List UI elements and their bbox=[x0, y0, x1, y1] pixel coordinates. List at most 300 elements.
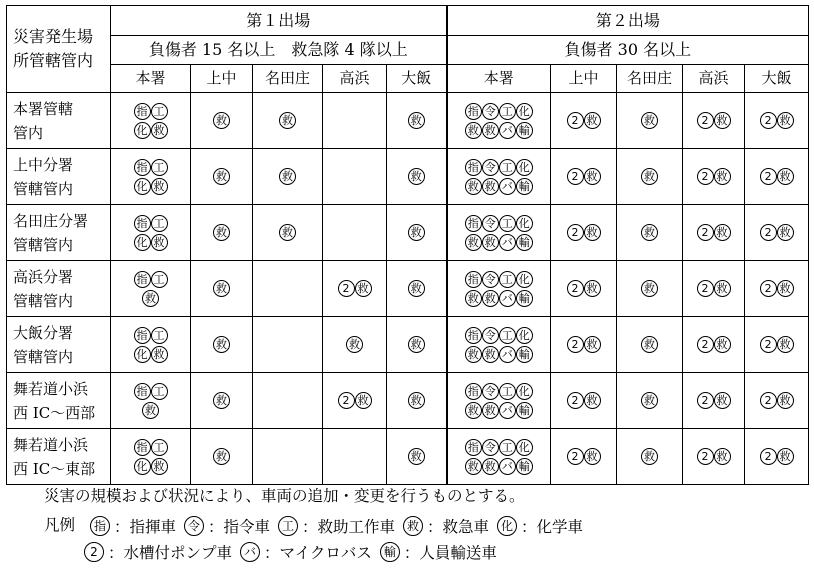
unit-cell bbox=[551, 149, 617, 205]
vehicle-symbol-救: 救 bbox=[714, 280, 731, 297]
unit-row bbox=[760, 167, 794, 186]
unit-row bbox=[760, 223, 794, 242]
unit-row bbox=[760, 391, 794, 410]
vehicle-symbol-工: 工 bbox=[151, 327, 168, 344]
unit-row bbox=[134, 382, 168, 401]
vehicle-symbol-救: 救 bbox=[714, 448, 731, 465]
unit-row bbox=[567, 279, 601, 298]
unit-group bbox=[760, 391, 794, 410]
table-row bbox=[7, 93, 809, 149]
vehicle-symbol-指: 指 bbox=[465, 439, 482, 456]
vehicle-symbol-救: 救 bbox=[213, 448, 230, 465]
unit-row bbox=[641, 111, 658, 130]
legend-text: ：救助工作車 bbox=[301, 518, 395, 536]
station-second-3: 高浜 bbox=[683, 65, 745, 93]
unit-row bbox=[697, 391, 731, 410]
area-cell bbox=[7, 261, 111, 317]
vehicle-symbol-救: 救 bbox=[641, 224, 658, 241]
vehicle-symbol-救: 救 bbox=[465, 122, 482, 139]
table-row bbox=[7, 317, 809, 373]
vehicle-symbol-指: 指 bbox=[134, 439, 151, 456]
vehicle-symbol-救: 救 bbox=[151, 178, 168, 195]
vehicle-symbol-②: 2 bbox=[567, 448, 584, 465]
unit-row bbox=[465, 177, 533, 196]
vehicle-symbol-救: 救 bbox=[584, 280, 601, 297]
unit-cell bbox=[551, 205, 617, 261]
station-first-3: 高浜 bbox=[323, 65, 387, 93]
unit-row bbox=[134, 233, 168, 252]
unit-group bbox=[213, 279, 230, 298]
unit-cell bbox=[745, 317, 809, 373]
unit-group bbox=[279, 111, 296, 130]
unit-cell bbox=[745, 93, 809, 149]
vehicle-symbol-工: 工 bbox=[151, 439, 168, 456]
unit-row bbox=[279, 167, 296, 186]
vehicle-symbol-指: 指 bbox=[465, 215, 482, 232]
vehicle-symbol-救: 救 bbox=[213, 280, 230, 297]
unit-cell bbox=[683, 205, 745, 261]
unit-row bbox=[465, 214, 533, 233]
vehicle-symbol-救: 救 bbox=[714, 112, 731, 129]
vehicle-symbol-化: 化 bbox=[516, 439, 533, 456]
legend-item bbox=[278, 515, 395, 537]
vehicle-symbol-救: 救 bbox=[403, 516, 423, 536]
unit-cell bbox=[253, 149, 323, 205]
station-second-2: 名田庄 bbox=[617, 65, 683, 93]
vehicle-symbol-輸: 輸 bbox=[516, 458, 533, 475]
unit-group bbox=[641, 223, 658, 242]
unit-cell bbox=[191, 261, 253, 317]
vehicle-symbol-救: 救 bbox=[213, 336, 230, 353]
vehicle-symbol-救: 救 bbox=[777, 392, 794, 409]
vehicle-symbol-②: 2 bbox=[760, 448, 777, 465]
unit-group bbox=[134, 382, 168, 420]
vehicle-symbol-②: 2 bbox=[697, 224, 714, 241]
unit-group bbox=[760, 111, 794, 130]
vehicle-symbol-②: 2 bbox=[697, 280, 714, 297]
unit-cell bbox=[551, 373, 617, 429]
vehicle-symbol-輸: 輸 bbox=[516, 234, 533, 251]
vehicle-symbol-②: 2 bbox=[338, 280, 355, 297]
vehicle-symbol-救: 救 bbox=[465, 458, 482, 475]
vehicle-symbol-輸: 輸 bbox=[380, 542, 400, 562]
unit-cell bbox=[387, 429, 447, 485]
vehicle-symbol-②: 2 bbox=[567, 112, 584, 129]
unit-cell bbox=[253, 429, 323, 485]
legend-text: ：マイクロバス bbox=[264, 544, 372, 562]
unit-row bbox=[697, 447, 731, 466]
unit-cell bbox=[551, 429, 617, 485]
vehicle-symbol-救: 救 bbox=[482, 290, 499, 307]
vehicle-symbol-救: 救 bbox=[777, 112, 794, 129]
vehicle-symbol-救: 救 bbox=[641, 112, 658, 129]
unit-cell bbox=[745, 373, 809, 429]
vehicle-symbol-②: 2 bbox=[697, 168, 714, 185]
unit-cell bbox=[323, 205, 387, 261]
vehicle-symbol-救: 救 bbox=[151, 458, 168, 475]
unit-group bbox=[641, 335, 658, 354]
unit-row bbox=[465, 345, 533, 364]
vehicle-symbol-工: 工 bbox=[278, 516, 298, 536]
vehicle-symbol-令: 令 bbox=[482, 439, 499, 456]
unit-row bbox=[408, 279, 425, 298]
vehicle-symbol-救: 救 bbox=[641, 448, 658, 465]
unit-group bbox=[465, 326, 533, 364]
unit-group bbox=[697, 335, 731, 354]
vehicle-symbol-②: 2 bbox=[567, 336, 584, 353]
area-label: 上中分署 bbox=[13, 155, 74, 174]
unit-cell bbox=[683, 429, 745, 485]
vehicle-symbol-救: 救 bbox=[714, 224, 731, 241]
unit-group bbox=[465, 214, 533, 252]
vehicle-symbol-救: 救 bbox=[584, 336, 601, 353]
vehicle-symbol-指: 指 bbox=[465, 271, 482, 288]
station-first-2: 名田庄 bbox=[253, 65, 323, 93]
unit-group bbox=[567, 447, 601, 466]
vehicle-symbol-救: 救 bbox=[151, 346, 168, 363]
unit-row bbox=[134, 102, 168, 121]
unit-cell bbox=[323, 373, 387, 429]
unit-row bbox=[697, 223, 731, 242]
unit-cell bbox=[191, 373, 253, 429]
unit-cell bbox=[617, 373, 683, 429]
unit-group bbox=[134, 214, 168, 252]
unit-row bbox=[641, 335, 658, 354]
vehicle-symbol-バ: バ bbox=[499, 234, 516, 251]
unit-row bbox=[408, 223, 425, 242]
area-label: 舞若道小浜 bbox=[13, 379, 89, 398]
unit-group bbox=[408, 447, 425, 466]
unit-row bbox=[408, 447, 425, 466]
vehicle-symbol-工: 工 bbox=[499, 383, 516, 400]
vehicle-symbol-救: 救 bbox=[641, 336, 658, 353]
legend-text: ：人員輸送車 bbox=[403, 544, 497, 562]
unit-group bbox=[213, 447, 230, 466]
vehicle-symbol-令: 令 bbox=[482, 215, 499, 232]
vehicle-symbol-救: 救 bbox=[408, 280, 425, 297]
unit-row bbox=[697, 111, 731, 130]
vehicle-symbol-②: 2 bbox=[760, 392, 777, 409]
unit-row bbox=[641, 279, 658, 298]
vehicle-symbol-救: 救 bbox=[714, 336, 731, 353]
unit-group bbox=[279, 223, 296, 242]
vehicle-symbol-輸: 輸 bbox=[516, 402, 533, 419]
area-cell bbox=[7, 205, 111, 261]
unit-cell bbox=[447, 261, 551, 317]
unit-row bbox=[697, 167, 731, 186]
area-label: 大飯分署 bbox=[13, 323, 74, 342]
unit-cell bbox=[551, 261, 617, 317]
unit-row bbox=[134, 457, 168, 476]
unit-cell bbox=[683, 373, 745, 429]
unit-cell bbox=[745, 429, 809, 485]
unit-group bbox=[134, 270, 168, 308]
unit-row bbox=[134, 121, 168, 140]
unit-cell bbox=[683, 317, 745, 373]
station-first-4: 大飯 bbox=[387, 65, 447, 93]
unit-cell bbox=[447, 205, 551, 261]
vehicle-symbol-救: 救 bbox=[408, 168, 425, 185]
dispatch-table bbox=[6, 5, 809, 485]
unit-row bbox=[465, 289, 533, 308]
unit-row bbox=[134, 270, 168, 289]
station-second-0: 本署 bbox=[447, 65, 551, 93]
legend-text: ：救急車 bbox=[427, 518, 490, 536]
vehicle-symbol-令: 令 bbox=[482, 159, 499, 176]
vehicle-symbol-救: 救 bbox=[482, 178, 499, 195]
unit-cell bbox=[617, 149, 683, 205]
vehicle-symbol-工: 工 bbox=[499, 215, 516, 232]
unit-group bbox=[641, 447, 658, 466]
unit-group bbox=[408, 279, 425, 298]
vehicle-symbol-指: 指 bbox=[90, 516, 110, 536]
legend-line-1 bbox=[44, 513, 591, 537]
unit-row bbox=[641, 167, 658, 186]
vehicle-symbol-救: 救 bbox=[408, 112, 425, 129]
unit-group bbox=[760, 167, 794, 186]
vehicle-symbol-救: 救 bbox=[641, 280, 658, 297]
vehicle-symbol-救: 救 bbox=[584, 112, 601, 129]
area-label: 舞若道小浜 bbox=[13, 435, 89, 454]
vehicle-symbol-救: 救 bbox=[213, 112, 230, 129]
table-row bbox=[7, 429, 809, 485]
vehicle-symbol-救: 救 bbox=[465, 290, 482, 307]
unit-group bbox=[760, 447, 794, 466]
unit-row bbox=[465, 233, 533, 252]
unit-group bbox=[465, 438, 533, 476]
legend-text: ：水槽付ポンプ車 bbox=[108, 544, 233, 562]
area-cell bbox=[7, 317, 111, 373]
unit-cell bbox=[617, 429, 683, 485]
unit-row bbox=[134, 158, 168, 177]
unit-row bbox=[213, 223, 230, 242]
unit-cell bbox=[447, 149, 551, 205]
unit-row bbox=[697, 279, 731, 298]
unit-row bbox=[697, 335, 731, 354]
unit-row bbox=[760, 335, 794, 354]
unit-cell bbox=[253, 317, 323, 373]
area-label: 管轄管内 bbox=[13, 179, 74, 198]
unit-row bbox=[760, 111, 794, 130]
vehicle-symbol-化: 化 bbox=[516, 103, 533, 120]
unit-group bbox=[408, 335, 425, 354]
unit-group bbox=[134, 102, 168, 140]
unit-cell bbox=[617, 261, 683, 317]
unit-group bbox=[338, 279, 372, 298]
unit-cell bbox=[191, 317, 253, 373]
vehicle-symbol-工: 工 bbox=[151, 159, 168, 176]
unit-row bbox=[465, 457, 533, 476]
unit-row bbox=[213, 391, 230, 410]
vehicle-symbol-指: 指 bbox=[134, 159, 151, 176]
vehicle-symbol-②: 2 bbox=[338, 392, 355, 409]
unit-cell bbox=[253, 205, 323, 261]
unit-cell bbox=[447, 317, 551, 373]
vehicle-symbol-②: 2 bbox=[760, 224, 777, 241]
vehicle-symbol-指: 指 bbox=[465, 327, 482, 344]
unit-group bbox=[465, 270, 533, 308]
vehicle-symbol-②: 2 bbox=[697, 112, 714, 129]
vehicle-symbol-指: 指 bbox=[134, 327, 151, 344]
unit-row bbox=[408, 335, 425, 354]
vehicle-symbol-指: 指 bbox=[134, 215, 151, 232]
unit-row bbox=[465, 438, 533, 457]
first-dispatch-title: 第１出場 bbox=[111, 6, 447, 36]
unit-row bbox=[134, 401, 168, 420]
vehicle-symbol-化: 化 bbox=[516, 215, 533, 232]
unit-row bbox=[213, 335, 230, 354]
unit-row bbox=[408, 167, 425, 186]
unit-cell bbox=[191, 149, 253, 205]
area-label: 名田庄分署 bbox=[13, 211, 89, 230]
vehicle-symbol-救: 救 bbox=[279, 112, 296, 129]
vehicle-symbol-化: 化 bbox=[516, 159, 533, 176]
vehicle-symbol-バ: バ bbox=[499, 290, 516, 307]
unit-group bbox=[408, 391, 425, 410]
vehicle-symbol-救: 救 bbox=[465, 234, 482, 251]
unit-group bbox=[641, 279, 658, 298]
unit-cell bbox=[323, 93, 387, 149]
unit-group bbox=[760, 335, 794, 354]
unit-cell bbox=[387, 373, 447, 429]
legend-label: 凡例 bbox=[44, 516, 76, 534]
unit-group bbox=[567, 111, 601, 130]
vehicle-symbol-工: 工 bbox=[151, 103, 168, 120]
unit-group bbox=[213, 223, 230, 242]
vehicle-symbol-指: 指 bbox=[465, 103, 482, 120]
vehicle-symbol-バ: バ bbox=[499, 346, 516, 363]
vehicle-symbol-救: 救 bbox=[346, 336, 363, 353]
vehicle-symbol-救: 救 bbox=[408, 336, 425, 353]
station-second-4: 大飯 bbox=[745, 65, 809, 93]
unit-row bbox=[134, 214, 168, 233]
unit-cell bbox=[387, 205, 447, 261]
corner-header: 災害発生場 所管轄管内 bbox=[7, 6, 111, 93]
unit-group bbox=[697, 391, 731, 410]
unit-row bbox=[465, 326, 533, 345]
unit-group bbox=[408, 167, 425, 186]
vehicle-symbol-指: 指 bbox=[134, 103, 151, 120]
legend-text: ：化学車 bbox=[521, 518, 584, 536]
area-cell bbox=[7, 373, 111, 429]
unit-row bbox=[213, 279, 230, 298]
unit-group bbox=[408, 111, 425, 130]
unit-row bbox=[567, 111, 601, 130]
unit-cell bbox=[387, 93, 447, 149]
station-first-1: 上中 bbox=[191, 65, 253, 93]
unit-row bbox=[465, 270, 533, 289]
unit-group bbox=[567, 279, 601, 298]
unit-row bbox=[134, 326, 168, 345]
vehicle-symbol-②: 2 bbox=[760, 280, 777, 297]
unit-cell bbox=[551, 317, 617, 373]
unit-cell bbox=[253, 373, 323, 429]
legend-item bbox=[84, 541, 232, 563]
vehicle-symbol-工: 工 bbox=[151, 271, 168, 288]
area-cell bbox=[7, 429, 111, 485]
vehicle-symbol-工: 工 bbox=[499, 271, 516, 288]
unit-group bbox=[760, 279, 794, 298]
vehicle-symbol-②: 2 bbox=[760, 112, 777, 129]
unit-row bbox=[213, 447, 230, 466]
unit-cell bbox=[253, 261, 323, 317]
unit-cell bbox=[683, 93, 745, 149]
unit-row bbox=[134, 438, 168, 457]
unit-cell bbox=[745, 149, 809, 205]
note-text: 災害の規模および状況により、車両の追加・変更を行うものとする。 bbox=[44, 487, 525, 505]
vehicle-symbol-救: 救 bbox=[777, 280, 794, 297]
unit-row bbox=[567, 391, 601, 410]
vehicle-symbol-救: 救 bbox=[408, 392, 425, 409]
unit-group bbox=[567, 335, 601, 354]
vehicle-symbol-救: 救 bbox=[279, 168, 296, 185]
vehicle-symbol-救: 救 bbox=[142, 402, 159, 419]
unit-cell bbox=[617, 317, 683, 373]
unit-row bbox=[760, 447, 794, 466]
unit-cell bbox=[111, 149, 191, 205]
unit-group bbox=[465, 158, 533, 196]
vehicle-symbol-救: 救 bbox=[151, 234, 168, 251]
table-row bbox=[7, 205, 809, 261]
unit-group bbox=[134, 438, 168, 476]
unit-row bbox=[567, 167, 601, 186]
unit-cell bbox=[191, 93, 253, 149]
station-first-0: 本署 bbox=[111, 65, 191, 93]
vehicle-symbol-救: 救 bbox=[213, 224, 230, 241]
legend-line-2 bbox=[84, 541, 505, 563]
unit-group bbox=[567, 223, 601, 242]
vehicle-symbol-救: 救 bbox=[213, 168, 230, 185]
unit-row bbox=[213, 167, 230, 186]
vehicle-symbol-工: 工 bbox=[499, 159, 516, 176]
unit-cell bbox=[111, 317, 191, 373]
vehicle-symbol-化: 化 bbox=[134, 122, 151, 139]
vehicle-symbol-化: 化 bbox=[516, 383, 533, 400]
unit-row bbox=[134, 177, 168, 196]
unit-cell bbox=[253, 93, 323, 149]
vehicle-symbol-令: 令 bbox=[482, 103, 499, 120]
unit-cell bbox=[617, 93, 683, 149]
vehicle-symbol-救: 救 bbox=[482, 402, 499, 419]
area-label: 高浜分署 bbox=[13, 267, 74, 286]
unit-group bbox=[641, 391, 658, 410]
unit-cell bbox=[447, 429, 551, 485]
unit-cell bbox=[683, 261, 745, 317]
vehicle-symbol-救: 救 bbox=[714, 392, 731, 409]
vehicle-symbol-工: 工 bbox=[499, 327, 516, 344]
unit-row bbox=[408, 391, 425, 410]
vehicle-symbol-工: 工 bbox=[499, 439, 516, 456]
unit-group bbox=[213, 167, 230, 186]
area-label: 本署管轄 bbox=[13, 99, 74, 118]
legend-item bbox=[497, 515, 583, 537]
unit-row bbox=[338, 391, 372, 410]
vehicle-symbol-救: 救 bbox=[151, 122, 168, 139]
vehicle-symbol-バ: バ bbox=[499, 122, 516, 139]
vehicle-symbol-救: 救 bbox=[355, 280, 372, 297]
unit-row bbox=[338, 279, 372, 298]
unit-cell bbox=[387, 149, 447, 205]
unit-row bbox=[760, 279, 794, 298]
vehicle-symbol-バ: バ bbox=[240, 542, 260, 562]
unit-cell bbox=[447, 93, 551, 149]
unit-group bbox=[134, 158, 168, 196]
unit-group bbox=[760, 223, 794, 242]
unit-group bbox=[465, 382, 533, 420]
legend-text: ：指揮車 bbox=[113, 518, 176, 536]
vehicle-symbol-指: 指 bbox=[465, 383, 482, 400]
unit-cell bbox=[323, 317, 387, 373]
